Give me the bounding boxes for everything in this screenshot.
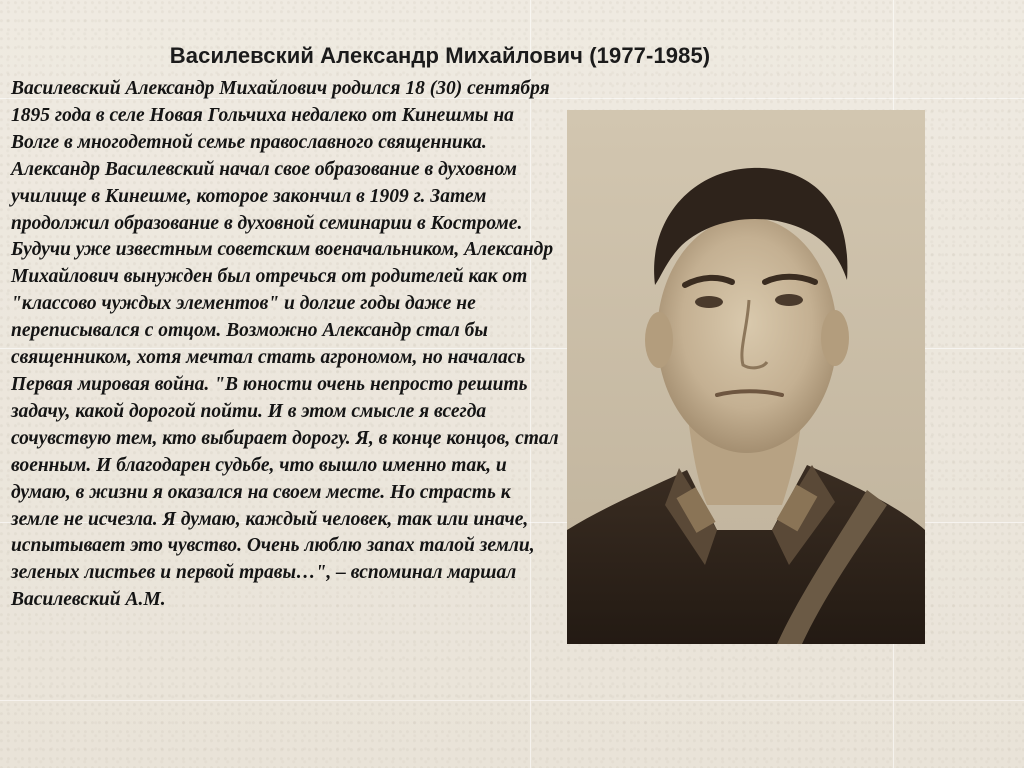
slide-title: Василевский Александр Михайлович (1977-1985) [169,42,711,68]
portrait-photo [567,110,925,644]
biography-text: Василевский Александр Михайлович родился 18 (30) сентября 1895 года в селе Новая Гольчиха недалеко от Кинешмы на Волге в многодетной семье православного священника. Александр Василевский начал свое образование в духовном училище в Кинешме, которое закончил в 1909 г. Затем продолжил образование в духовной семинарии в Костроме. Будучи уже известным советским военачальником, Александр Михайлович вынужден был отречься от родителей как от "классово чуждых элементов" и долгие годы даже не переписывался с отцом. Возможно Александр стал бы священником, хотя мечтал стать агрономом, но началась Первая мировая война. "В юности очень непросто решить задачу, какой дорогой пойти. И в этом смысле я всегда сочувствую тем, кто выбирает дорогу. Я, в конце концов, стал военным. И благодарен судьбе, что вышло именно так, и думаю, в жизни я оказался на своем месте. Но страсть к земле не исчезла. Я думаю, каждый человек, так или иначе, испытывает это чувство. Очень люблю запах талой земли, зеленых листьев и первой травы…", – вспоминал маршал Василевский А.М. [11,78,559,611]
paper-grid-line [0,700,1024,701]
